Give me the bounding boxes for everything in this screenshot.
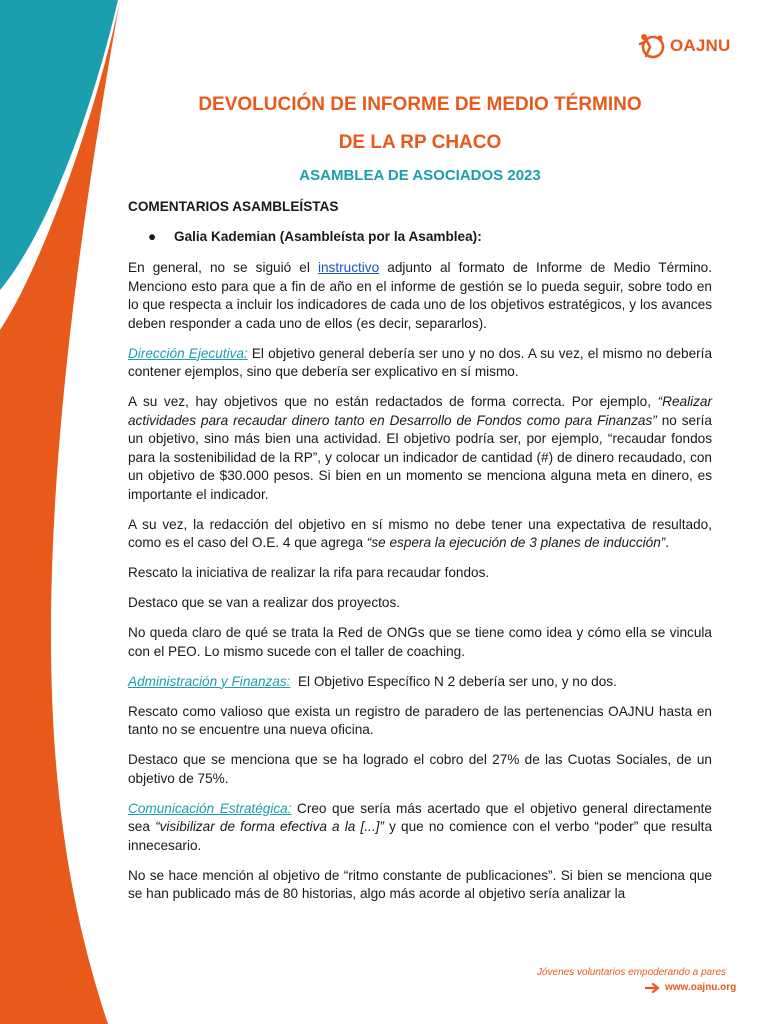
paragraph-cuotas: Destaco que se menciona que se ha logrado el cobro del 27% de las Cuotas Sociales, de un objetivo de 75%. (128, 752, 712, 786)
label-direccion-ejecutiva: Dirección Ejecutiva: (128, 345, 248, 361)
page-title-line-1: DEVOLUCIÓN DE INFORME DE MEDIO TÉRMINO (198, 94, 642, 115)
paragraph-rifa: Rescato la iniciativa de realizar la rifa para recaudar fondos. (128, 565, 490, 580)
paragraph-registro: Rescato como valioso que exista un registro de paradero de las pertenencias OAJNU hasta en tanto no se encuentre una nueva oficina. (128, 703, 712, 737)
document-body (128, 198, 712, 915)
label-administracion-finanzas: Administración y Finanzas: (128, 673, 291, 689)
bullet-dot-icon: ● (148, 228, 157, 244)
oajnu-logo (638, 30, 731, 62)
paragraph-red-ongs: No queda claro de qué se trata la Red de ONGs que se tiene como idea y cómo ella se vincula con el PEO. Lo mismo sucede con el taller de coaching. (128, 625, 712, 659)
page-subtitle: ASAMBLEA DE ASOCIADOS 2023 (299, 167, 541, 184)
logo-text: OAJNU (670, 36, 731, 55)
label-comunicacion-estrategica: Comunicación Estratégica: (128, 800, 292, 816)
paragraph-objetivos: A su vez, hay objetivos que no están redactados de forma correcta. Por ejemplo, “Realizar actividades para recaudar dinero tanto en Desarrollo de Fondos como para Finanzas” no sería un objetivo, sino más bien una actividad. El objetivo podría ser, por ejemplo, “recaudar fondos para la sostenibilidad de la RP”, y colocar un indicador de cantidad (#) de dinero recaudado, con un objetivo de $30.000 pesos. Si bien en un momento se menciona alguna meta en dinero, es importante el indicador. (128, 394, 712, 502)
footer-url-text[interactable]: www.oajnu.org (665, 982, 737, 993)
paragraph-comunicacion: Comunicación Estratégica: Creo que sería más acertado que el objetivo general directamente sea “visibilizar de forma efectiva a la [...]” y que no comience con el verbo “poder” que resulta innecesario. (128, 800, 713, 853)
paragraph-administracion: Administración y Finanzas: El Objetivo Específico N 2 debería ser uno, y no dos. (128, 673, 617, 689)
footer-url[interactable] (645, 982, 736, 993)
bullet-item (148, 228, 712, 247)
instructivo-link[interactable]: instructivo (317, 260, 380, 275)
paragraph-redaccion: A su vez, la redacción del objetivo en sí mismo no debe tener una expectativa de resultado, como es el caso del O.E. 4 que agrega “se espera la ejecución de 3 planes de inducción”. (128, 516, 712, 550)
globe-people-icon (638, 32, 666, 60)
page-title-line-2: DE LA RP CHACO (338, 132, 502, 153)
section-heading: COMENTARIOS ASAMBLEÍSTAS (128, 199, 339, 214)
paragraph-publicaciones: No se hace mención al objetivo de “ritmo constante de publicaciones”. Si bien se menciona que se han publicado más de 80 historias, algo más acorde al objetivo sería analizar la (128, 867, 712, 901)
paragraph-general: En general, no se siguió el instructivo adjunto al formato de Informe de Medio Término. Menciono esto para que a fin de año en el informe de gestión se lo pueda seguir, sobre todo en lo que respecta a incluir los indicadores de cada uno de los objetivos estratégicos, y los avances deben responder a cada uno de ellos (es decir, separarlos). (128, 260, 712, 331)
paragraph-proyectos: Destaco que se van a realizar dos proyectos. (128, 595, 401, 610)
paragraph-direccion-ejecutiva: Dirección Ejecutiva: El objetivo general debería ser uno y no dos. A su vez, el mismo no debería contener ejemplos, sino que debería ser explicativo en sí mismo. (128, 345, 713, 379)
bullet-text: Galia Kademian (Asambleísta por la Asamblea): (174, 228, 482, 244)
arrow-right-icon (645, 983, 661, 993)
footer-slogan: Jóvenes voluntarios empoderando a pares (537, 967, 727, 978)
